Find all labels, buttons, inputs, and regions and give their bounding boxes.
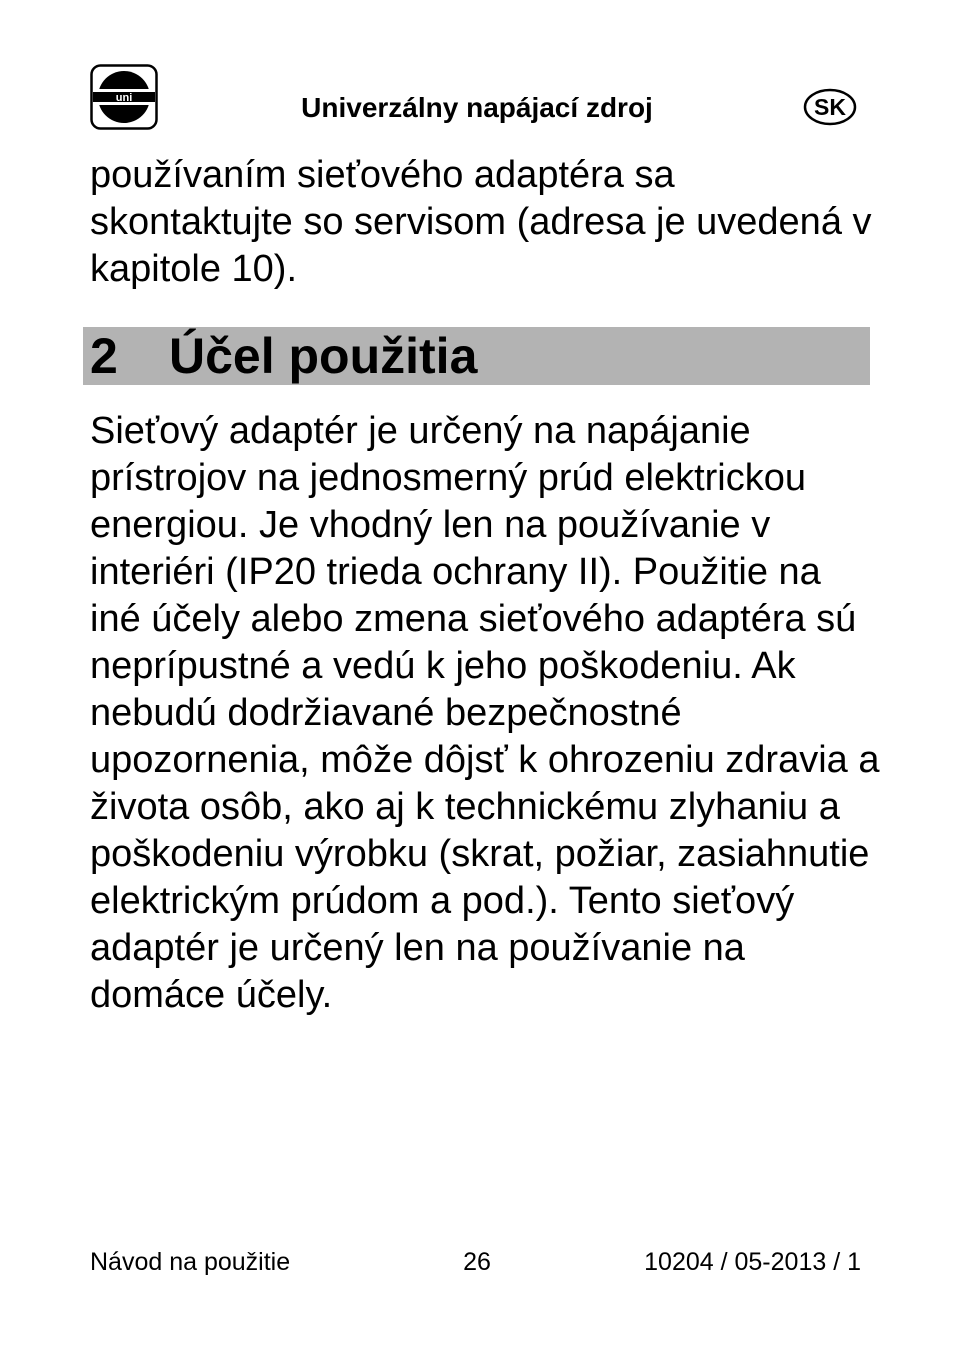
footer-page-number: 26 <box>463 1248 491 1276</box>
document-title: Univerzálny napájací zdroj <box>301 92 653 123</box>
language-badge <box>803 88 857 126</box>
footer-doc-code: 10204 / 05-2013 / 1 <box>644 1248 861 1276</box>
footer-manual-label: Návod na použitie <box>90 1248 291 1276</box>
section-title: Účel použitia <box>169 328 478 384</box>
section-heading <box>83 327 870 385</box>
intro-paragraph: používaním sieťového adaptéra sa skontaktujte so servisom (adresa je uvedená v kapitole 10). <box>90 154 872 290</box>
language-badge-label: SK <box>814 94 846 120</box>
section-number: 2 <box>90 328 118 384</box>
body-paragraph: Sieťový adaptér je určený na napájanie prístrojov na jednosmerný prúd elektrickou energiou. Je vhodný len na používanie v interiéri (IP20 trieda ochrany II). Použitie na iné účely alebo zmena sieťového adaptéra sú neprípustné a vedú k jeho poškodeniu. Ak nebudú dodržiavané bezpečnostné upozornenia, môže dôjsť k ohrozeniu zdravia a života osôb, ako aj k technickému zlyhaniu a poškodeniu výrobku (skrat, požiar, zasiahnutie elektrickým prúdom a pod.). Tento sieťový adaptér je určený len na používanie na domáce účely. <box>90 410 880 1016</box>
logo-text: uni <box>115 92 133 104</box>
